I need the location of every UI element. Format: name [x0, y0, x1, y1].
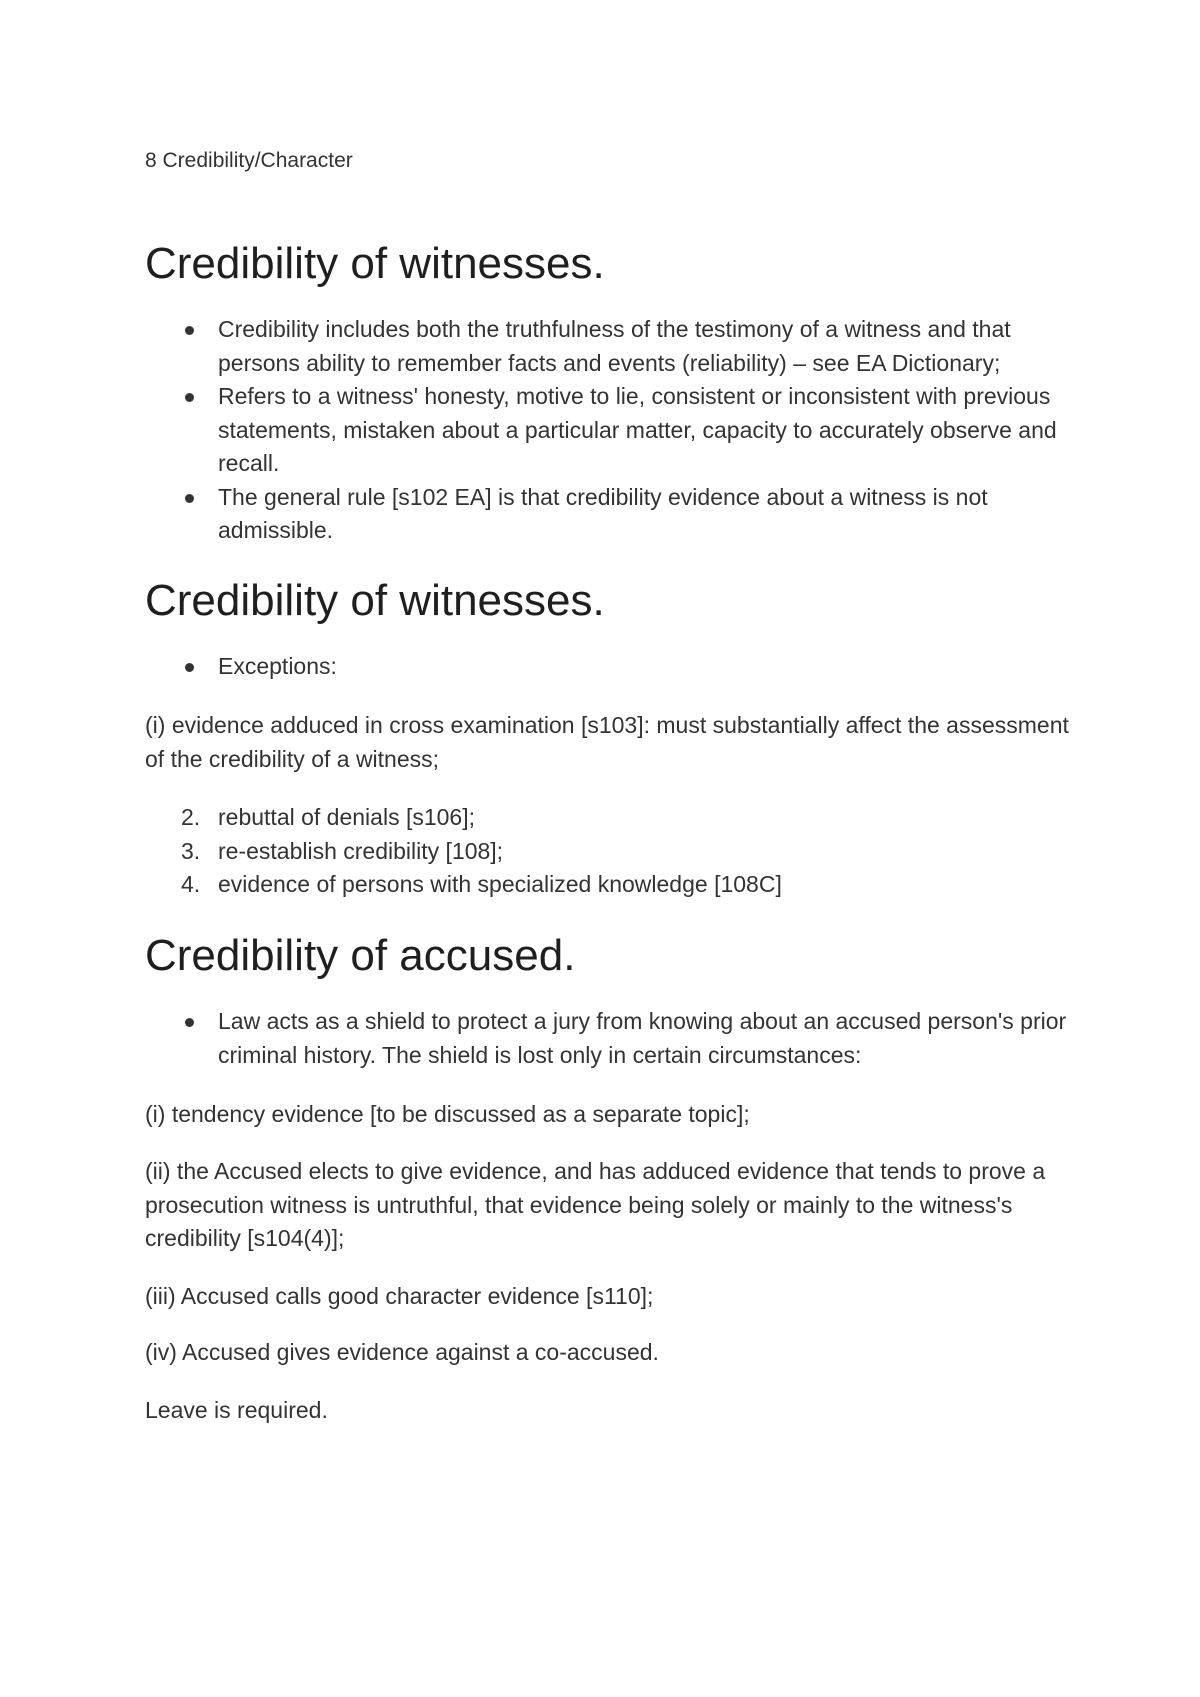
- list-item: 2. rebuttal of denials [s106];: [181, 804, 475, 830]
- paragraph: Leave is required.: [145, 1397, 328, 1423]
- list-item: 4. evidence of persons with specialized knowledge [108C]: [181, 871, 782, 897]
- paragraph: (iv) Accused gives evidence against a co-accused.: [145, 1339, 659, 1365]
- list-item: The general rule [s102 EA] is that credibility evidence about a witness is not admissible.: [145, 481, 1075, 548]
- bullet-icon: [185, 663, 194, 672]
- paragraph: (i) tendency evidence [to be discussed as a separate topic];: [145, 1101, 750, 1127]
- bullet-icon: [185, 393, 194, 402]
- bullet-list: [145, 313, 1075, 548]
- bullet-list: [145, 1005, 1075, 1072]
- list-item: Credibility includes both the truthfulness of the testimony of a witness and that persons ability to remember facts and events (reliability) – see EA Dictionary;: [145, 313, 1075, 380]
- paragraph: (i) evidence adduced in cross examination [s103]: must substantially affect the assessment of the credibility of a witness;: [145, 712, 1069, 772]
- numbered-list: [145, 801, 1075, 902]
- paragraph: (iii) Accused calls good character evidence [s110];: [145, 1283, 654, 1309]
- list-item: Exceptions:: [145, 650, 1075, 684]
- list-item: 3. re-establish credibility [108];: [181, 837, 504, 864]
- paragraph: (ii) the Accused elects to give evidence, and has adduced evidence that tends to prove a prosecution witness is untruthful, that evidence being solely or mainly to the witness's credibility [s104(4)];: [145, 1158, 1046, 1251]
- bullet-icon: [185, 494, 194, 503]
- list-item: Refers to a witness' honesty, motive to lie, consistent or inconsistent with previous statements, mistaken about a particular matter, capacity to accurately observe and recall.: [145, 380, 1075, 481]
- section-heading: Credibility of accused.: [145, 931, 576, 980]
- section-heading: Credibility of witnesses.: [145, 239, 605, 288]
- bullet-icon: [185, 1018, 194, 1027]
- bullet-icon: [185, 326, 194, 335]
- list-item: Law acts as a shield to protect a jury from knowing about an accused person's prior criminal history. The shield is lost only in certain circumstances:: [145, 1005, 1075, 1072]
- bullet-list: [145, 650, 1075, 684]
- section-heading: Credibility of witnesses.: [145, 576, 605, 625]
- page-header: 8 Credibility/Character: [145, 149, 353, 172]
